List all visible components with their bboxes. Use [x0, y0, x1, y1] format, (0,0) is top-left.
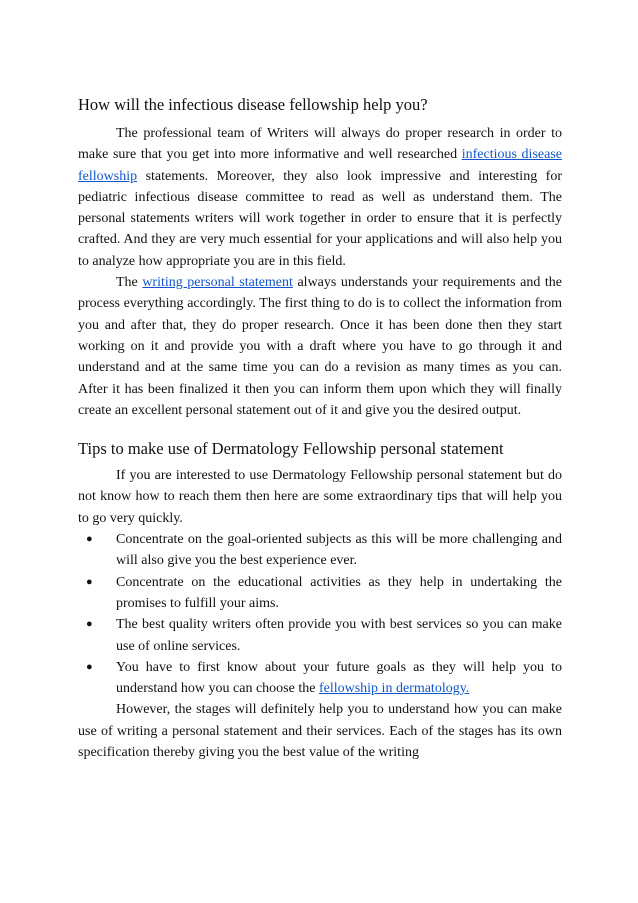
link-infectious-disease-fellowship[interactable]: infectious disease fellowship [78, 147, 562, 184]
paragraph-text: The professional team of Writers will always do proper research in order to make sure that you get into more informative and well researched [78, 126, 562, 163]
list-item [86, 572, 562, 615]
link-writing-personal-statement[interactable]: writing personal statement [142, 275, 293, 291]
list-item [86, 657, 562, 700]
bullet-icon: ● [86, 575, 93, 588]
tips-list [78, 529, 562, 699]
link-fellowship-in-dermatology[interactable]: fellowship in dermatology. [318, 681, 470, 697]
list-item [86, 614, 562, 657]
list-item-text: Concentrate on the educational activities as they help in undertaking the promises to fulfill your aims. [116, 574, 562, 611]
bullet-icon: ● [86, 660, 93, 673]
bullet-icon: ● [86, 618, 93, 631]
paragraph-text: statements. Moreover, they also look impressive and interesting for pediatric infectious disease committee to read as well as understand them. The personal statements writers will work together in order to ensure that it is perfectly crafted. And they are very much essential for your applications and will also help you to analyze how appropriate you are in this field. [78, 168, 562, 269]
list-item-text: You have to first know about your future goals as they will help you to understand how you can choose the [116, 659, 562, 697]
list-item [86, 529, 562, 572]
paragraph-writing-personal-statement [78, 272, 562, 421]
paragraph-intro-tips: If you are interested to use Dermatology Fellowship personal statement but do not know how to reach them then here are some extraordinary tips that will help you to go very quickly. [78, 468, 562, 526]
section-heading-infectious-disease: How will the infectious disease fellowship help you? [78, 95, 428, 114]
paragraph-professional-team [78, 123, 562, 272]
paragraph-closing: However, the stages will definitely help you to understand how you can make use of writing a personal statement and their services. Each of the stages has its own specification thereby giving you the best value of the writing [78, 702, 562, 761]
list-item-text: The best quality writers often provide you with best services so you can make use of online services. [116, 617, 562, 654]
paragraph-text: The [116, 275, 143, 291]
bullet-icon: ● [86, 533, 93, 546]
paragraph-text: always understands your requirements and the process everything accordingly. The first thing to do is to collect the information from you and after that, they do proper research. Once it has been done then they start working on it and provide you with a draft where you have to go through it and understand and at the same time you can do a revision as many times as you can. After it has been finalized it then you can inform them upon which they will finally create an excellent personal statement out of it and give you the desired output. [78, 275, 562, 418]
section-heading-dermatology-tips: Tips to make use of Dermatology Fellowship personal statement [78, 439, 504, 459]
document-page [78, 94, 562, 763]
list-item-text: Concentrate on the goal-oriented subjects as this will be more challenging and will also give you the best experience ever. [116, 532, 562, 569]
